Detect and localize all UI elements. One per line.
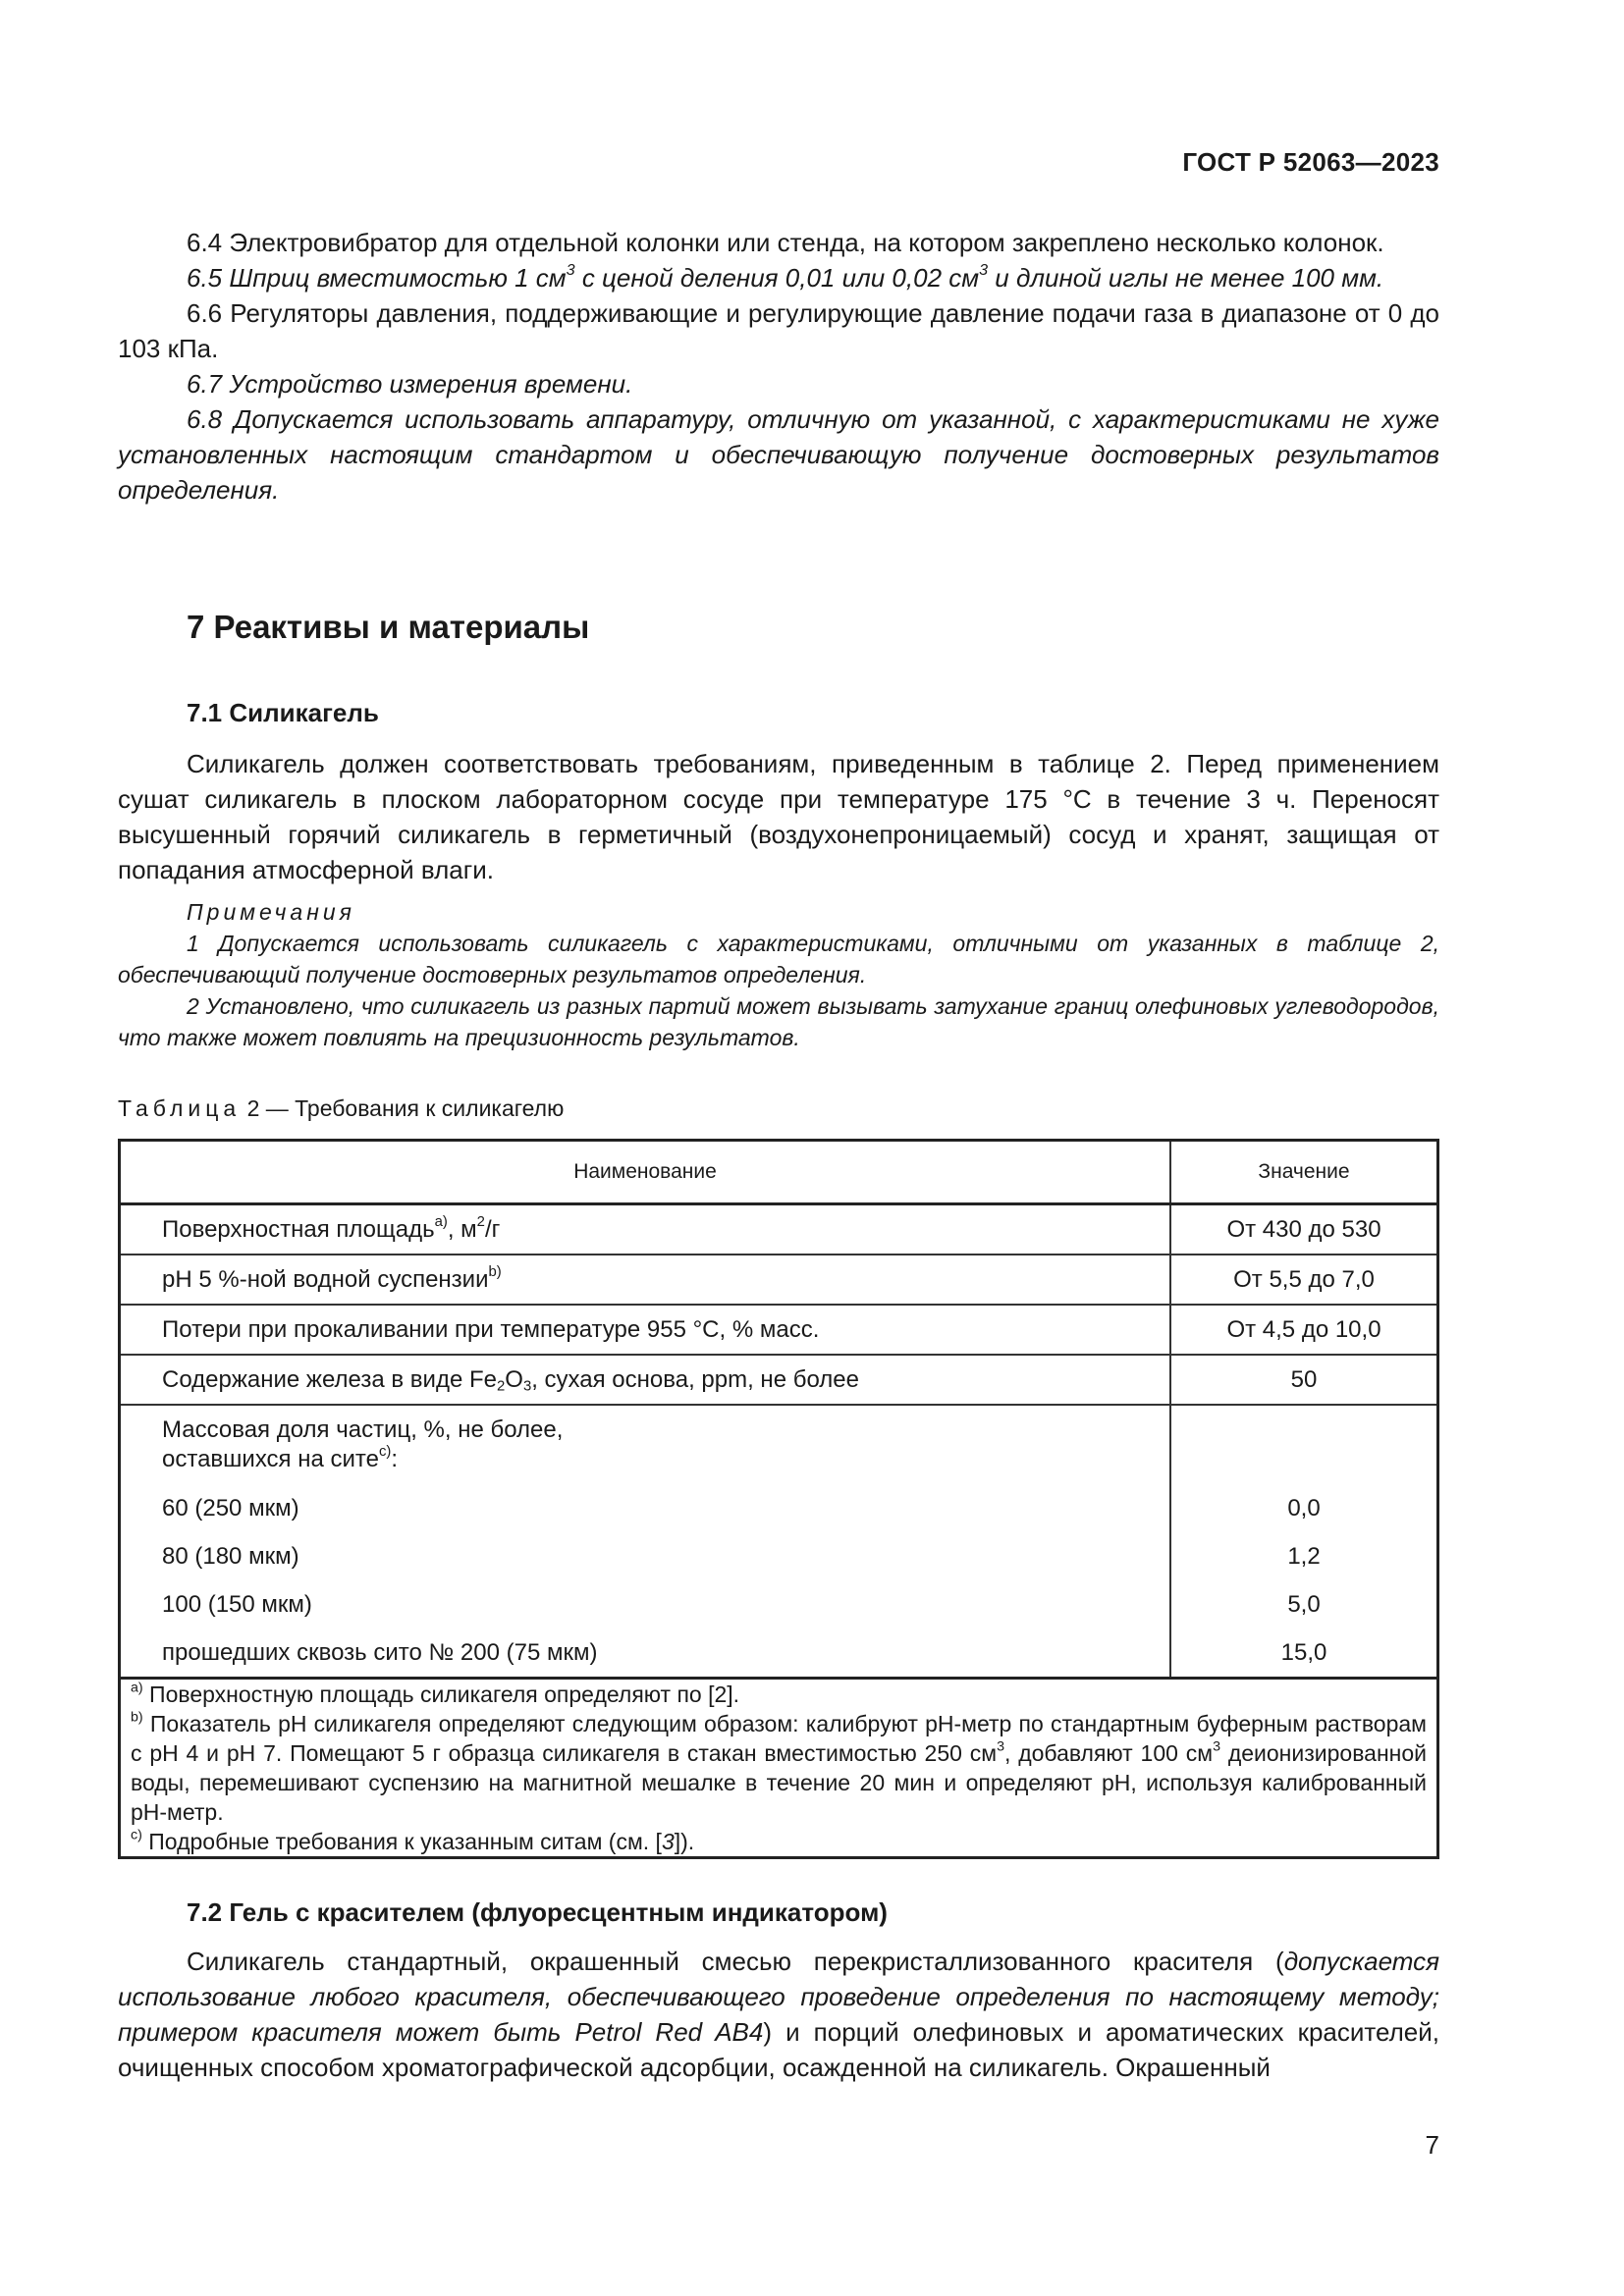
footnote-c [131, 1827, 1427, 1856]
p65-part-b: с ценой деления 0,01 или 0,02 см [574, 263, 980, 293]
footnote-c-mark: с) [131, 1827, 142, 1843]
paragraph-6-6: 6.6 Регуляторы давления, поддерживающие и регулирующие давление подачи газа в диапазоне от 0 до 103 кПа. [118, 298, 1439, 363]
grp-line-1: Массовая доля частиц, %, не более, [162, 1416, 564, 1443]
row-loss-value: От 4,5 до 10,0 [1170, 1305, 1438, 1355]
s72-text-a: Силикагель стандартный, окрашенный смесью перекристаллизованного красителя ( [187, 1947, 1284, 1976]
grp-sup: с) [378, 1443, 392, 1460]
notes-title: Примечания [187, 899, 355, 925]
footnote-c-ref: 3 [661, 1829, 675, 1854]
r1-sup-a: а) [434, 1213, 448, 1230]
section-7-title: 7 Реактивы и материалы [187, 609, 590, 645]
paragraph-6-4: 6.4 Электровибратор для отдельной колонки или стенда, на котором закреплено несколько колонок. [187, 228, 1384, 257]
paragraph-6-8: 6.8 Допускается использовать аппаратуру, отличную от указанной, с характеристиками не хуже установленных настоящим стандартом и обеспечивающую получение достоверных результатов определения. [118, 404, 1439, 505]
p65-sup-1: 3 [566, 260, 575, 279]
footnote-c-text-1: Подробные требования к указанным ситам (см. [ [141, 1829, 662, 1854]
row-particles-name [120, 1405, 1171, 1484]
row-loss-name: Потери при прокаливании при температуре 955 °С, % масс. [120, 1305, 1171, 1355]
table-caption [118, 1094, 1439, 1123]
sub-row-value: 5,0 [1170, 1580, 1438, 1629]
sub-row-name: 80 (180 мкм) [120, 1532, 1171, 1580]
paragraph-6-5 [118, 260, 1439, 295]
row-surface-area-value: От 430 до 530 [1170, 1204, 1438, 1255]
footnote-a-text: Поверхностную площадь силикагеля определяют по [2]. [142, 1682, 740, 1707]
row-ph-value: От 5,5 до 7,0 [1170, 1255, 1438, 1305]
footnote-a-mark: а) [131, 1680, 143, 1696]
table-row [120, 1355, 1438, 1405]
footnote-b [131, 1709, 1427, 1827]
r1-name-c: /г [484, 1215, 501, 1243]
table-footnotes-row [120, 1679, 1438, 1858]
footnote-b-text-3: деионизированной воды, перемешивают суспензию на магнитной мешалке в течение 20 мин и определяют рН, используя калиброванный рН-метр. [131, 1740, 1427, 1825]
table-footnotes [120, 1679, 1438, 1858]
footnote-b-text-1: Показатель рН силикагеля определяют следующим образом: калибруют рН-метр по стандартным буферным растворам с рН 4 и рН 7. Помещают 5 г образца силикагеля в стакан вместимостью 250 см [131, 1711, 1427, 1766]
footnote-b-sup-2: 3 [1213, 1738, 1220, 1755]
grp-line-2: оставшихся на сите [162, 1446, 379, 1472]
r1-name-a: Поверхностная площадь [162, 1215, 435, 1243]
note-1: 1 Допускается использовать силикагель с характеристиками, отличными от указанных в таблице 2, обеспечивающий получение достоверных результатов определения. [118, 931, 1439, 988]
table-caption-text: 2 — Требования к силикагелю [241, 1095, 565, 1121]
table-row [120, 1532, 1438, 1580]
notes-block [118, 896, 1439, 1053]
paragraph-6-7: 6.7 Устройство измерения времени. [187, 369, 633, 399]
r4-name-c: , сухая основа, ppm, не более [531, 1365, 859, 1393]
sub-row-value: 0,0 [1170, 1484, 1438, 1532]
table-row [120, 1629, 1438, 1679]
table-row [120, 1255, 1438, 1305]
sub-row-value: 1,2 [1170, 1532, 1438, 1580]
sub-row-name: 100 (150 мкм) [120, 1580, 1171, 1629]
table-row [120, 1484, 1438, 1532]
table-row [120, 1580, 1438, 1629]
table-2 [118, 1139, 1439, 1859]
r2-sup: b) [488, 1263, 502, 1280]
table-row [120, 1204, 1438, 1255]
r4-name-b: O [505, 1365, 523, 1393]
table-caption-word: Таблица [118, 1095, 242, 1121]
footnote-b-sup-1: 3 [997, 1738, 1004, 1755]
note-2: 2 Установлено, что силикагель из разных партий может вызывать затухание границ олефиновых углеводородов, что также может повлиять на прецизионность результатов. [118, 993, 1439, 1050]
footnote-a [131, 1680, 1427, 1709]
row-surface-area-name [120, 1204, 1171, 1255]
sub-row-value: 15,0 [1170, 1629, 1438, 1679]
r2-name: рН 5 %-ной водной суспензии [162, 1265, 489, 1293]
row-iron-name [120, 1355, 1171, 1405]
row-particles-value [1170, 1405, 1438, 1484]
r4-sub-2: 3 [522, 1378, 532, 1395]
table-group-row [120, 1405, 1438, 1484]
table-row [120, 1305, 1438, 1355]
col-header-value: Значение [1170, 1141, 1438, 1204]
r4-name-a: Содержание железа в виде Fe [162, 1365, 497, 1393]
r4-sub-1: 2 [496, 1378, 506, 1395]
row-ph-name [120, 1255, 1171, 1305]
footnote-c-text-2: ]). [674, 1829, 695, 1854]
page-number: 7 [1425, 2130, 1439, 2160]
sub-row-name: прошедших сквозь сито № 200 (75 мкм) [120, 1629, 1171, 1679]
section-7-2-text [118, 1944, 1439, 2085]
section-7-1-text: Силикагель должен соответствовать требованиям, приведенным в таблице 2. Перед применением сушат силикагель в плоском лабораторном сосуде при температуре 175 °С в течение 3 ч. Переносят высушенный горячий силикагель в герметичный (воздухонепроницаемый) сосуд и хранят, защищая от попадания атмосферной влаги. [118, 749, 1439, 884]
p65-part-c: и длиной иглы не менее 100 мм. [988, 263, 1384, 293]
row-iron-value: 50 [1170, 1355, 1438, 1405]
section-7-2-title: 7.2 Гель с красителем (флуоресцентным индикатором) [187, 1897, 888, 1927]
s72-text-b: ) и порций олефиновых и ароматических красителей, очищенных способом хроматографической адсорбции, осажденной на силикагель. Окрашенный [118, 2017, 1439, 2082]
section-7-1-title: 7.1 Силикагель [187, 698, 379, 727]
grp-line-2-end: : [391, 1446, 399, 1472]
p65-sup-2: 3 [979, 260, 989, 279]
document-id-header: ГОСТ Р 52063—2023 [1182, 147, 1439, 177]
table-header-row [120, 1141, 1438, 1204]
footnote-b-mark: b) [131, 1709, 143, 1726]
s72-text-italic: допускается использование любого красителя, обеспечивающего проведение определения по настоящему методу; примером красителя может быть Petrol Red AB4 [118, 1947, 1439, 2047]
table-2-wrapper [118, 1139, 1439, 1859]
footnote-b-text-2: , добавляют 100 см [1004, 1740, 1214, 1766]
r1-sup-b: 2 [476, 1213, 485, 1230]
sub-row-name: 60 (250 мкм) [120, 1484, 1171, 1532]
p65-part-a: 6.5 Шприц вместимостью 1 см [187, 263, 567, 293]
section-6-block [118, 225, 1439, 507]
col-header-name: Наименование [120, 1141, 1171, 1204]
r1-name-b: , м [447, 1215, 477, 1243]
